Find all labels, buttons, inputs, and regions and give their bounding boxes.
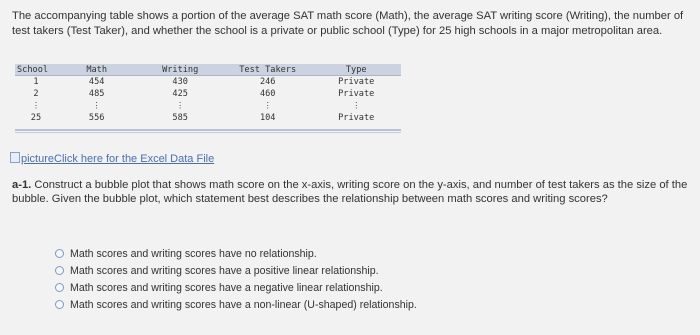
cell-type: Private [338, 113, 375, 123]
problem-intro: The accompanying table shows a portion of the average SAT math score (Math), the average SAT writing score (Writing), the number of test takers (Test Taker), and whether the school is a private or public school (Type) for 25 high schools in a major metropolitan area. [12, 10, 684, 37]
cell-math: 556 [88, 113, 105, 123]
table-row [15, 76, 401, 89]
ellipsis-cell: ⋮ [92, 101, 101, 110]
table-header-row [15, 64, 401, 76]
image-alt-text: picture [21, 153, 55, 165]
table-bottom-border-secondary [15, 132, 401, 133]
cell-writing: 430 [172, 77, 188, 87]
excel-data-file-link[interactable] [10, 152, 214, 165]
cell-type: Private [338, 89, 375, 99]
table-bottom-border [15, 129, 401, 131]
question-body: Construct a bubble plot that shows math score on the x-axis, writing score on the y-axis, and number of test takers as the size of the bubble. Given the bubble plot, which statement best describes the relationship between math scores and writing scores? [12, 179, 688, 205]
cell-writing: 425 [172, 89, 188, 99]
cell-type: Private [338, 77, 375, 87]
option-label: Math scores and writing scores have no relationship. [70, 247, 317, 260]
header-school: School [15, 64, 57, 76]
cell-test-takers: 460 [259, 89, 276, 99]
radio-button[interactable] [55, 249, 64, 258]
answer-option-non-linear[interactable] [55, 296, 417, 313]
header-type: Type [311, 64, 401, 76]
question-number: a-1. [12, 179, 32, 191]
cell-math: 485 [88, 89, 105, 99]
answer-option-no-relationship[interactable] [55, 245, 417, 262]
ellipsis-cell: ⋮ [176, 101, 185, 110]
header-writing: Writing [136, 64, 224, 76]
cell-school: 1 [33, 77, 39, 87]
ellipsis-cell: ⋮ [31, 101, 40, 110]
header-math: Math [57, 64, 136, 76]
radio-button[interactable] [55, 283, 64, 292]
ellipsis-cell: ⋮ [352, 101, 361, 110]
cell-school: 25 [30, 113, 42, 123]
table-row-ellipsis [15, 100, 401, 112]
option-label: Math scores and writing scores have a non-linear (U-shaped) relationship. [70, 298, 417, 311]
answer-option-positive-linear[interactable] [55, 262, 417, 279]
cell-writing: 585 [172, 113, 188, 123]
cell-math: 454 [88, 77, 105, 87]
radio-button[interactable] [55, 300, 64, 309]
cell-school: 2 [33, 89, 39, 99]
data-table-container [15, 64, 401, 124]
table-row [15, 112, 401, 124]
cell-test-takers: 104 [259, 113, 276, 123]
header-test-takers: Test Takers [224, 64, 312, 76]
data-table [15, 64, 401, 124]
question-text [12, 179, 688, 206]
ellipsis-cell: ⋮ [263, 101, 272, 110]
answer-option-negative-linear[interactable] [55, 279, 417, 296]
cell-test-takers: 246 [259, 77, 276, 87]
answer-options [55, 245, 417, 313]
broken-image-icon [10, 152, 20, 163]
radio-button[interactable] [55, 266, 64, 275]
table-row [15, 88, 401, 100]
option-label: Math scores and writing scores have a positive linear relationship. [70, 264, 379, 277]
excel-link-label: Click here for the Excel Data File [54, 153, 215, 165]
option-label: Math scores and writing scores have a negative linear relationship. [70, 281, 383, 294]
